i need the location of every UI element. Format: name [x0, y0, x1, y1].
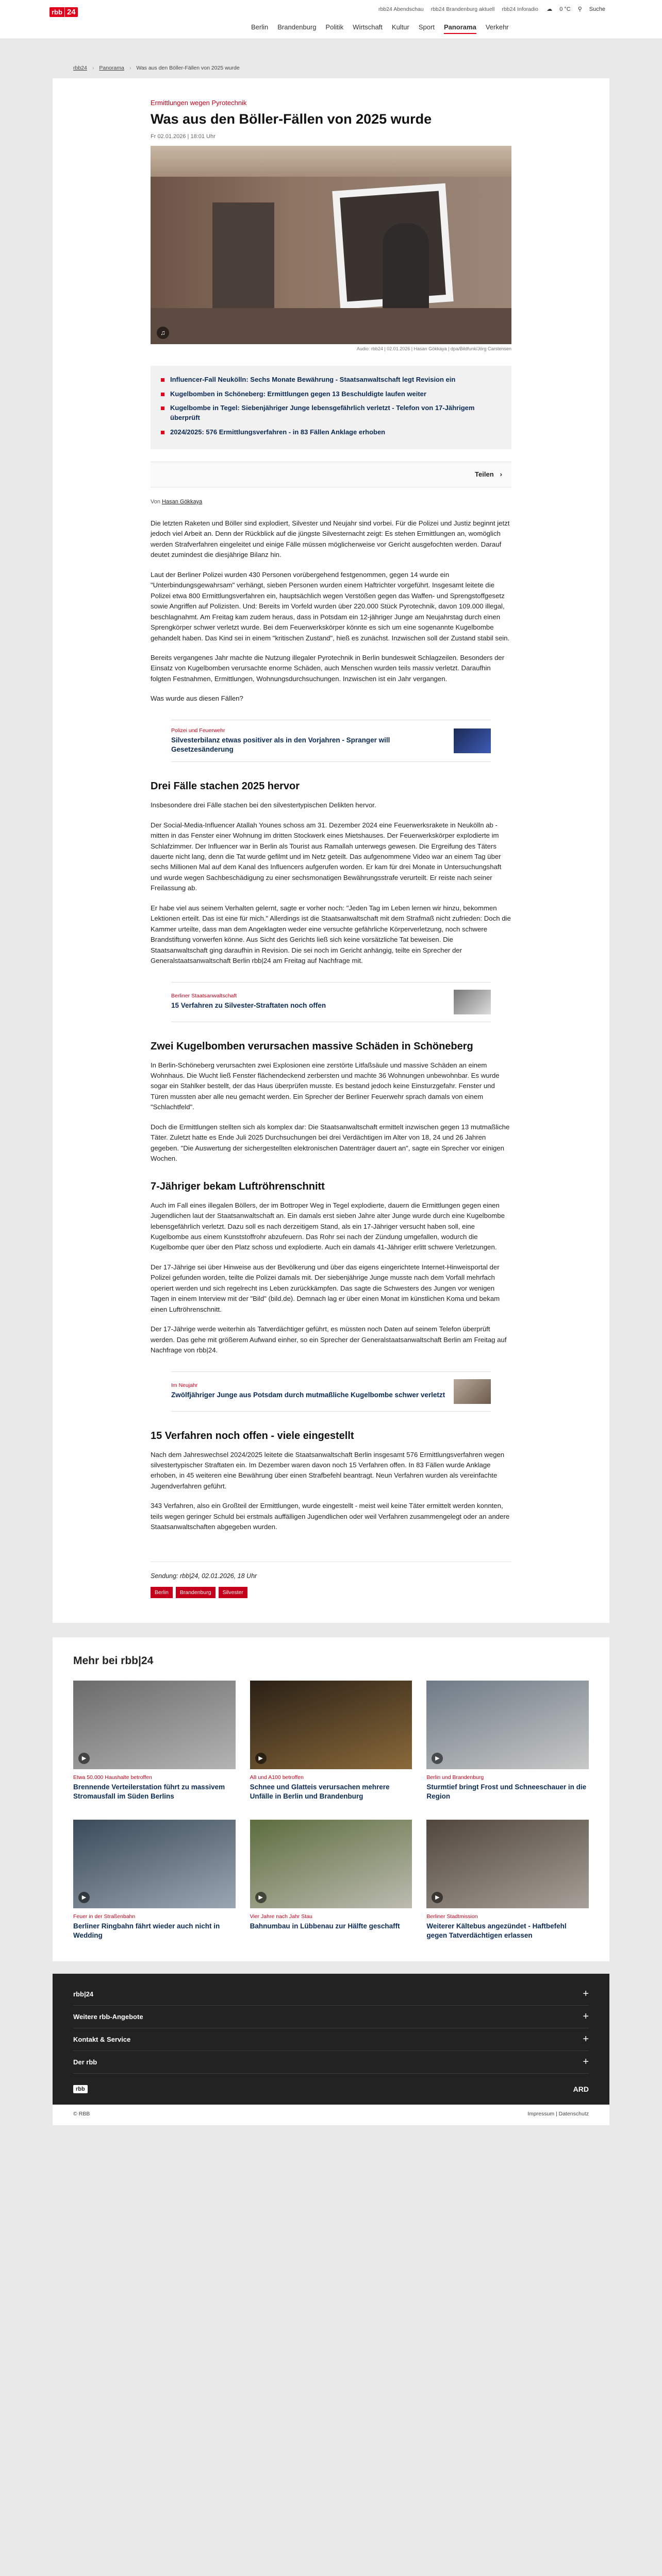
rbb24-logo[interactable] — [49, 7, 78, 17]
more-card[interactable] — [250, 1681, 412, 1801]
nav-wirtschaft[interactable]: Wirtschaft — [353, 23, 383, 31]
card-kicker: A8 und A100 betroffen — [250, 1774, 304, 1781]
play-icon[interactable]: ▶ — [255, 1892, 267, 1903]
footer-item-weitere[interactable] — [73, 2006, 589, 2028]
summary-item: 2024/2025: 576 Ermittlungsverfahren - in 83 Fällen Anklage erhoben — [161, 428, 501, 437]
tag-brandenburg[interactable]: Brandenburg — [176, 1587, 216, 1598]
card-title[interactable]: Brennende Verteilerstation führt zu massivem Stromausfall im Süden Berlins — [73, 1783, 225, 1800]
footer-rbb-logo[interactable]: rbb — [73, 2085, 88, 2093]
card-title[interactable]: Berliner Ringbahn fährt wieder auch nicht in Wedding — [73, 1922, 220, 1940]
author-line — [151, 499, 511, 505]
plus-icon: + — [583, 2056, 589, 2067]
paragraph: 343 Verfahren, also ein Großteil der Ermittlungen, wurde eingestellt - meist weil keine Täter ermittelt werden konnten, teils wegen geringer Schuld bei erstmals auffälligen Jugendlichen oder weil Verfahren zusammengelegt oder an andere Staatsanwaltschaften abgegeben wurden. — [151, 1502, 510, 1531]
legal-links[interactable]: Impressum | Datenschutz — [527, 2110, 589, 2117]
teaser-kicker: Polizei und Feuerwehr — [171, 727, 225, 734]
broadcast-note: Sendung: rbb|24, 02.01.2026, 18 Uhr — [151, 1562, 511, 1580]
article-date: Fr 02.01.2026 | 18:01 Uhr — [151, 133, 216, 140]
article-kicker: Ermittlungen wegen Pyrotechnik — [151, 99, 247, 107]
hero-ground — [151, 308, 511, 344]
nav-verkehr[interactable]: Verkehr — [485, 23, 509, 31]
tag-list — [151, 1587, 511, 1598]
toplink-abendschau[interactable]: rbb24 Abendschau — [378, 6, 424, 12]
summary-item: Kugelbomben in Schöneberg: Ermittlungen gegen 13 Beschuldigte laufen weiter — [161, 389, 501, 399]
nav-berlin[interactable]: Berlin — [251, 23, 269, 31]
breadcrumb-separator-icon: › — [92, 65, 94, 71]
paragraph: Der 17-Jährige sei über Hinweise aus der Bevölkerung und über das eigens eingerichtete Internet-Hinweisportal der Polizei gefunden worden, teilte die Polizei damals mit. Der siebenjährige Junge musste nach dem Vorfall mehrfach operiert werden und sich regelrecht ins Leben zurückkämpfen. Das sagte die Schwesters des Jungen vor wenigen Tagen in einem Interview mit der "Bild" (bild.de). Demnach lag er über einen Monat im künstlichen Koma und bekam einen Luftröhrenschnitt. — [151, 1263, 500, 1313]
paragraph: Laut der Berliner Polizei wurden 430 Personen vorübergehend festgenommen, gegen 14 wurde ein "Unterbindungsgewahrsam" verhängt, sieben Personen wurden einem Haftrichter vorgeführt. Insgesamt leitete die Polizei etwa 800 Ermittlungsverfahren ein, hauptsächlich wegen Verstößen gegen das Waffen- und Sprengstoffgesetz sowie Angriffen auf Polizisten. Und: Bereits im Vorfeld wurden über 220.000 Stück Pyrotechnik, davon 109.000 illegal, beschlagnahmt. Am Freitag kam zudem heraus, dass in Potsdam ein 12-jähriger Junge am Neujahrstag durch einen Sprengkörper schwer verletzt wurde. Bei dem Feuerwerkskörper könnte es sich um eine sogenannte Kugelbombe gehandelt haben. Das Kind sei in einem "kritischen Zustand", hieß es zunächst. Inzwischen soll der Zustand stabil sein. — [151, 570, 510, 642]
hero-image — [151, 146, 511, 344]
search-link[interactable]: Suche — [589, 6, 605, 12]
share-chevron-icon[interactable]: › — [500, 470, 502, 479]
paragraph: Nach dem Jahreswechsel 2024/2025 leitete die Staatsanwaltschaft Berlin insgesamt 576 Ermittlungsverfahren wegen silvestertypischer Straftaten ein. Im Dezember waren davon noch 15 Verfahren offen. In 83 Fällen wurde Anklage erhoben, in 45 weiteren eine Bewährung über einen Strafbefehl beantragt. Neun Verfahren wurden als vereinfachte Jugendverfahren geführt. — [151, 1450, 505, 1490]
paragraph: Insbesondere drei Fälle stachen bei den silvestertypischen Delikten hervor. — [151, 801, 376, 809]
breadcrumb-panorama[interactable]: Panorama — [99, 65, 124, 71]
teaser-text — [171, 727, 448, 754]
more-card[interactable] — [73, 1820, 236, 1940]
section-heading: Zwei Kugelbomben verursachen massive Schäden in Schöneberg — [151, 1040, 473, 1052]
teaser-thumbnail[interactable] — [454, 1379, 491, 1404]
plus-icon: + — [583, 2010, 589, 2022]
article — [53, 78, 609, 1623]
nav-politik[interactable]: Politik — [325, 23, 344, 31]
section-heading: 7-Jähriger bekam Luftröhrenschnitt — [151, 1180, 325, 1192]
footer-item-der-rbb[interactable] — [73, 2051, 589, 2074]
weather-temp[interactable]: 0 °C — [559, 6, 571, 12]
teaser-thumbnail[interactable] — [454, 728, 491, 753]
card-kicker: Vier Jahre nach Jahr Stau — [250, 1913, 312, 1920]
ard-logo[interactable]: ARD — [573, 2084, 589, 2093]
teaser-title[interactable]: 15 Verfahren zu Silvester-Straftaten noch offen — [171, 1002, 326, 1010]
footer-item-label: Der rbb — [73, 2058, 97, 2066]
teaser-kicker: Im Neujahr — [171, 1382, 198, 1389]
paragraph: Die letzten Raketen und Böller sind explodiert, Silvester und Neujahr sind vorbei. Für die Polizei und Justiz beginnt jetzt jedoch viel Arbeit an. Denn der Rückblick auf die jüngste Silvesternacht zeigt: Es stehen Ermittlungen an, womöglich werden Strafverfahren eingeleitet und einige Fälle müssen möglicherweise vor Gericht ausgefochten werden. Darauf deutet zumindest die diesjährige Bilanz hin. — [151, 519, 510, 559]
footer-logos — [73, 2085, 589, 2093]
breadcrumb — [53, 39, 609, 78]
more-card[interactable] — [250, 1820, 412, 1940]
nav-panorama[interactable]: Panorama — [444, 23, 476, 34]
summary-item: Kugelbombe in Tegel: Siebenjähriger Junge lebensgefährlich verletzt - Telefon von 17-Jährigem überprüft — [161, 403, 501, 423]
teaser-thumbnail[interactable] — [454, 990, 491, 1014]
section-heading: Drei Fälle stachen 2025 hervor — [151, 781, 300, 792]
paragraph: Auch im Fall eines illegalen Böllers, der im Bottroper Weg in Tegel explodierte, dauern die Ermittlungen gegen einen Jugendlichen laut der Staatsanwaltschaft an. Ein damals erst sieben Jahre alter Junge wurde durch eine Kugelbombe lebensgefährlich verletzt. Dazu soll es nach derzeitigem Stand, als ein 17-Jähriger versucht haben soll, eine Kugelbombe aus einem Kunststoffrohr abzufeuern. Das Rohr sei nach der Zündung umgefallen, wodurch die Kugelbombe quer über den Platz schoss und explodierte. Auch ein damals 41-Jähriger erlitt schwere Verletzungen. — [151, 1201, 505, 1251]
card-title[interactable]: Weiterer Kältebus angezündet - Haftbefehl gegen Tatverdächtigen erlassen — [426, 1922, 567, 1940]
author-prefix: Von — [151, 498, 160, 505]
author-link[interactable]: Hasan Gökkaya — [162, 498, 203, 505]
card-kicker: Feuer in der Straßenbahn — [73, 1913, 136, 1920]
card-image[interactable] — [250, 1681, 412, 1769]
footer-item-label: Kontakt & Service — [73, 2035, 131, 2043]
share-bar — [151, 462, 511, 487]
teaser-title[interactable]: Zwölfjähriger Junge aus Potsdam durch mutmaßliche Kugelbombe schwer verletzt — [171, 1391, 445, 1399]
copyright: © RBB — [73, 2110, 90, 2117]
footer-item-rbb24[interactable] — [73, 1983, 589, 2006]
more-grid — [73, 1681, 589, 1941]
image-caption: Audio: rbb24 | 02.01.2026 | Hasan Gökkaya | dpa/Bildfunk/Jörg Carstensen — [356, 346, 511, 351]
paragraph: In Berlin-Schöneberg verursachten zwei Explosionen eine zerstörte Litfaßsäule und massive Schäden an einem Wohnhaus. Die Wucht ließ Fenster flächendeckend zerbersten und machte 36 Wohnungen unbewohnbar. Es wurde sogar ein Stahlker bestellt, der das Haus überprüfen musste. Es bestand jedoch keine Einsturzgefahr. Fenster und Türen mussten aber alle neu gemacht werden. Ein Sprecher der Berliner Feuerwehr sprach damals von einem "Schlachtfeld". — [151, 1061, 500, 1111]
tag-berlin[interactable]: Berlin — [151, 1587, 173, 1598]
card-title[interactable]: Schnee und Glatteis verursachen mehrere Unfälle in Berlin und Brandenburg — [250, 1783, 390, 1800]
card-image[interactable] — [73, 1820, 236, 1908]
breadcrumb-home[interactable]: rbb24 — [73, 65, 87, 71]
paragraph: Der Social-Media-Influencer Atallah Younes schoss am 31. Dezember 2024 eine Feuerwerksrakete in Neukölln ab - mitten in das Fenster einer Wohnung im dritten Stockwerk eines Mietshauses. Der Feuerwerkskörper explodierte im Schlafzimmer. Der Influencer war in Berlin als Tourist aus Ramallah unterwegs gewesen. Die Ergreifung des Täters dauerte nicht lang, denn die Tat wurde gefilmt und im Netz geteilt. Das aufgenommene Video war an einem Tag über sechs Millionen Mal auf dem Kanal des Influencers aufgerufen worden. Er kam für drei Monate in Untersuchungshaft und wurde wegen Sachbeschädigung zu einer sechsmonatigen Bewährungsstrafe verurteilt. Er reiste nach seiner Freilassung ab. — [151, 821, 502, 892]
weather-icon[interactable]: ☁ — [547, 6, 553, 12]
more-card[interactable] — [426, 1681, 589, 1801]
card-title[interactable]: Bahnumbau in Lübbenau zur Hälfte geschafft — [250, 1922, 400, 1930]
weather-search — [547, 6, 605, 12]
share-button[interactable]: Teilen — [475, 470, 494, 479]
more-card[interactable] — [426, 1820, 589, 1940]
paragraph: Was wurde aus diesen Fällen? — [151, 694, 243, 703]
headphones-icon[interactable]: ♫ — [157, 327, 169, 339]
top-links — [378, 6, 538, 12]
search-icon[interactable]: ⚲ — [577, 6, 582, 12]
related-teaser[interactable] — [171, 720, 491, 762]
nav-kultur[interactable]: Kultur — [391, 23, 409, 31]
paragraph: Bereits vergangenes Jahr machte die Nutzung illegaler Pyrotechnik in Berlin bundesweit Schlagzeilen. Besonders der Einsatz von Kugelbomben verursachte enorme Schäden, auch Menschen wurden teils massiv verletzt. Daraufhin folgten Festnahmen, Ermittlungen, Wohnungsdurchsuchungen. Inzwischen ist ein Jahr vergangen. — [151, 653, 505, 683]
nav-sport[interactable]: Sport — [418, 23, 435, 31]
logo-24: 24 — [65, 7, 78, 17]
hero-door — [212, 202, 274, 316]
plus-icon: + — [583, 1988, 589, 1999]
play-icon[interactable]: ▶ — [255, 1753, 267, 1764]
more-title: Mehr bei rbb|24 — [73, 1654, 154, 1667]
breadcrumb-current: Was aus den Böller-Fällen von 2025 wurde — [136, 65, 240, 71]
card-image[interactable] — [250, 1820, 412, 1908]
card-kicker: Berlin und Brandenburg — [426, 1774, 484, 1781]
breadcrumb-separator-icon: › — [129, 65, 131, 71]
play-icon[interactable]: ▶ — [432, 1892, 443, 1903]
site-footer — [53, 1974, 609, 2105]
footer-item-label: rbb|24 — [73, 1990, 94, 1998]
summary-item: Influencer-Fall Neukölln: Sechs Monate Bewährung - Staatsanwaltschaft legt Revision ein — [161, 375, 501, 385]
paragraph: Er habe viel aus seinem Verhalten gelernt, sagte er vorher noch: "Jeden Tag im Leben lernen wir hinzu, bekommen Lektionen erteilt. Das ist eine für mich." Allerdings ist die Staatsanwaltschaft mit dem Strafmaß nicht zufrieden: Doch die Kammer urteilte, dass man dem Angeklagten weder eine versuchte gefährliche Körperverletzung, noch schwere Brandstiftung vorwerfen könne. Aus Sicht des Gerichts ließ sich keine vorsätzliche Tat beweisen. Die Staatsanwaltschaft ging daraufhin in Revision. Die sei noch im Gericht anhängig, teilte ein Sprecher der Generalstaatsanwaltschaft Berlin rbb|24 am Freitag auf Nachfrage mit. — [151, 904, 511, 965]
copyright-bar — [53, 2105, 609, 2125]
footer-item-kontakt[interactable] — [73, 2028, 589, 2051]
more-section — [53, 1637, 609, 1961]
plus-icon: + — [583, 2033, 589, 2045]
nav-brandenburg[interactable]: Brandenburg — [277, 23, 317, 31]
card-image[interactable] — [73, 1681, 236, 1769]
related-teaser[interactable] — [171, 982, 491, 1022]
teaser-kicker: Berliner Staatsanwaltschaft — [171, 993, 237, 999]
teaser-text — [171, 1382, 445, 1400]
play-icon[interactable]: ▶ — [78, 1753, 90, 1764]
tag-silvester[interactable]: Silvester — [219, 1587, 247, 1598]
teaser-text — [171, 993, 326, 1010]
card-image[interactable] — [426, 1681, 589, 1769]
card-title[interactable]: Sturmtief bringt Frost und Schneeschauer in die Region — [426, 1783, 587, 1800]
hero-top — [151, 146, 511, 177]
card-image[interactable] — [426, 1820, 589, 1908]
paragraph: Der 17-Jährige werde weiterhin als Tatverdächtiger geführt, es müssten noch Daten auf seinem Telefon überprüft werden. Das gehe mit größerem Aufwand einher, so ein Sprecher der Generalstaatsanwaltschaft Berlin am Freitag auf Nachfrage von rbb|24. — [151, 1325, 507, 1354]
article-title: Was aus den Böller-Fällen von 2025 wurde — [151, 111, 432, 127]
paragraph: Doch die Ermittlungen stellten sich als komplex dar: Die Staatsanwaltschaft ermittelt inzwischen gegen 13 mutmaßliche Täter. Zuletzt hatte es Ende Juli 2025 Durchsuchungen bei drei Verdächtigen im Alter von 18, 24 und 26 Jahren gegeben. "Die Auswertung der sichergestellten elektronischen Datenträger dauert an", sagte ein Sprecher vor einigen Wochen. — [151, 1123, 510, 1163]
play-icon[interactable]: ▶ — [78, 1892, 90, 1903]
related-teaser[interactable] — [171, 1371, 491, 1412]
toplink-inforadio[interactable]: rbb24 Inforadio — [502, 6, 538, 12]
section-heading: 15 Verfahren noch offen - viele eingestellt — [151, 1430, 354, 1442]
card-kicker: Berliner Stadtmission — [426, 1913, 478, 1920]
site-header — [0, 0, 662, 39]
main-nav — [251, 23, 509, 34]
card-kicker: Etwa 50.000 Haushalte betroffen — [73, 1774, 152, 1781]
more-card[interactable] — [73, 1681, 236, 1801]
logo-rbb: rbb — [49, 7, 64, 17]
teaser-title[interactable]: Silvesterbilanz etwas positiver als in den Vorjahren - Spranger will Gesetzesänderung — [171, 736, 390, 753]
summary-box — [151, 366, 511, 449]
toplink-brandenburg-aktuell[interactable]: rbb24 Brandenburg aktuell — [431, 6, 495, 12]
play-icon[interactable]: ▶ — [432, 1753, 443, 1764]
footer-item-label: Weitere rbb-Angebote — [73, 2012, 143, 2021]
